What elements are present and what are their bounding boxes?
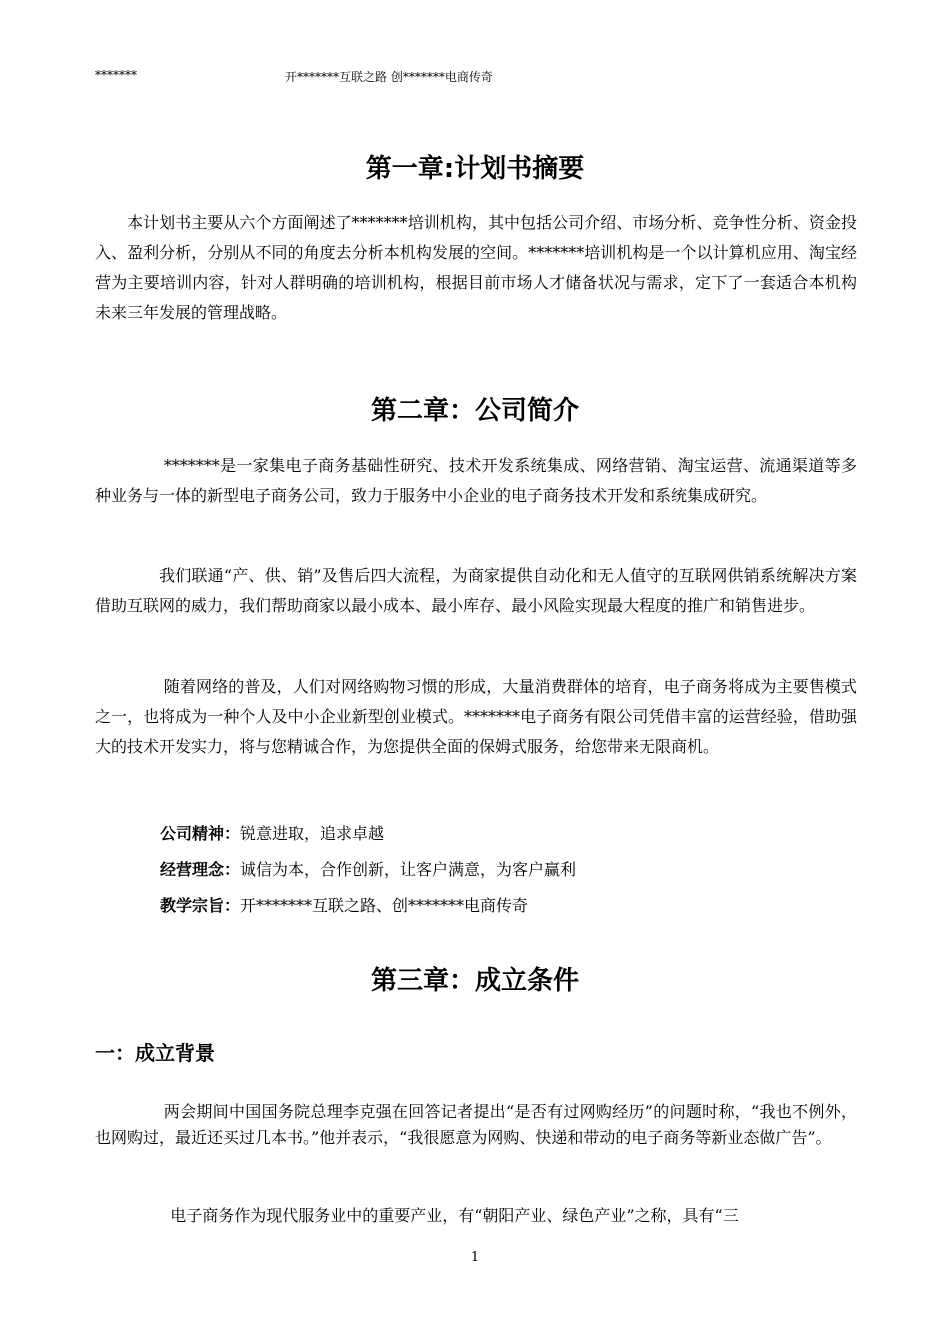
teaching-purpose-value: 开*******互联之路、创*******电商传奇 — [240, 896, 529, 915]
teaching-purpose-label: 教学宗旨： — [160, 896, 241, 915]
section-background-heading: 一：成立背景 — [95, 1041, 215, 1065]
company-spirit-value: 锐意进取，追求卓越 — [240, 824, 385, 843]
page-number: 1 — [470, 1250, 480, 1265]
business-philosophy-value: 诚信为本，合作创新，让客户满意，为客户赢利 — [240, 860, 577, 879]
chapter2-paragraph-1: *******是一家集电子商务基础性研究、技术开发系统集成、网络营销、淘宝运营、流通渠道等多种业务与一体的新型电子商务公司，致力于服务中小企业的电子商务技术开发和系统集成研究。 — [95, 456, 857, 505]
teaching-purpose — [160, 894, 528, 918]
business-philosophy-label: 经营理念： — [160, 860, 241, 879]
chapter3-title: 第三章：成立条件 — [370, 966, 579, 996]
chapter2-title: 第二章：公司简介 — [370, 396, 579, 426]
chapter2-paragraph-2: 我们联通“产、供、销”及售后四大流程，为商家提供自动化和无人值守的互联网供销系统解决方案借助互联网的威力，我们帮助商家以最小成本、最小库存、最小风险实现最大程度的推广和销售进步。 — [95, 566, 857, 615]
company-spirit — [160, 822, 384, 846]
chapter2-paragraph-3: 随着网络的普及，人们对网络购物习惯的形成，大量消费群体的培育，电子商务将成为主要售模式之一，也将成为一种个人及中小企业新型创业模式。*******电子商务有限公司凭借丰富的运营经验，借助强大的技术开发实力，将与您精诚合作，为您提供全面的保姆式服务，给您带来无限商机。 — [95, 677, 857, 756]
chapter1-paragraph: 本计划书主要从六个方面阐述了*******培训机构，其中包括公司介绍、市场分析、竞争性分析、资金投入、盈利分析，分别从不同的角度去分析本机构发展的空间。*******培训机构是一个以计算机应用、淘宝经营为主要培训内容，针对人群明确的培训机构，根据目前市场人才储备状况与需求，定下了一套适合本机构未来三年发展的管理战略。 — [95, 213, 857, 322]
chapter3-paragraph-2: 电子商务作为现代服务业中的重要产业，有“朝阳产业、绿色产业”之称，具有“三 — [170, 1206, 739, 1225]
chapter3-paragraph-1: 两会期间中国国务院总理李克强在回答记者提出“是否有过网购经历”的问题时称，“我也不例外，也网购过，最近还买过几本书。”他并表示，“我很愿意为网购、快递和带动的电子商务等新业态做广告”。 — [95, 1102, 857, 1147]
header-slogan: 开*******互联之路 创*******电商传奇 — [285, 70, 493, 84]
chapter1-title: 第一章:计划书摘要 — [365, 154, 585, 184]
header-left-text: ******* — [95, 68, 137, 82]
company-spirit-label: 公司精神： — [160, 824, 241, 843]
business-philosophy — [160, 858, 576, 882]
